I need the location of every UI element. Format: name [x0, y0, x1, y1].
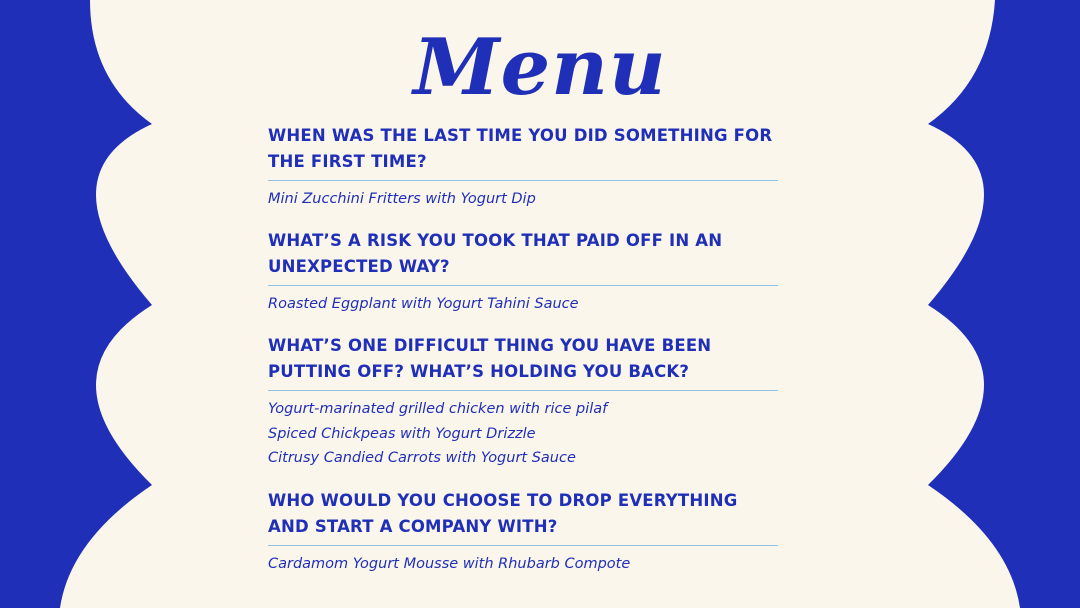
menu-item: Citrusy Candied Carrots with Yogurt Sauce	[268, 450, 576, 466]
section-question: WHO WOULD YOU CHOOSE TO DROP EVERYTHING AND START A COMPANY WITH?	[268, 491, 738, 536]
menu-item: Roasted Eggplant with Yogurt Tahini Sauce	[268, 296, 579, 312]
section-question: WHAT’S A RISK YOU TOOK THAT PAID OFF IN AN UNEXPECTED WAY?	[268, 231, 723, 276]
section-divider	[268, 545, 778, 546]
menu-section-2	[268, 228, 780, 317]
menu-item: Mini Zucchini Fritters with Yogurt Dip	[268, 191, 536, 207]
menu-item: Yogurt-marinated grilled chicken with rice pilaf	[268, 401, 608, 417]
menu-section-1	[268, 123, 780, 212]
section-divider	[268, 390, 778, 391]
menu-item: Cardamom Yogurt Mousse with Rhubarb Compote	[268, 556, 631, 572]
menu-section-3	[268, 333, 780, 471]
section-question: WHAT’S ONE DIFFICULT THING YOU HAVE BEEN PUTTING OFF? WHAT’S HOLDING YOU BACK?	[268, 336, 712, 381]
menu-item: Spiced Chickpeas with Yogurt Drizzle	[268, 425, 536, 442]
section-divider	[268, 285, 778, 286]
section-divider	[268, 180, 778, 181]
menu-title: Menu	[413, 22, 667, 113]
section-question: WHEN WAS THE LAST TIME YOU DID SOMETHING FOR THE FIRST TIME?	[268, 126, 773, 171]
menu-section-4	[268, 488, 780, 577]
